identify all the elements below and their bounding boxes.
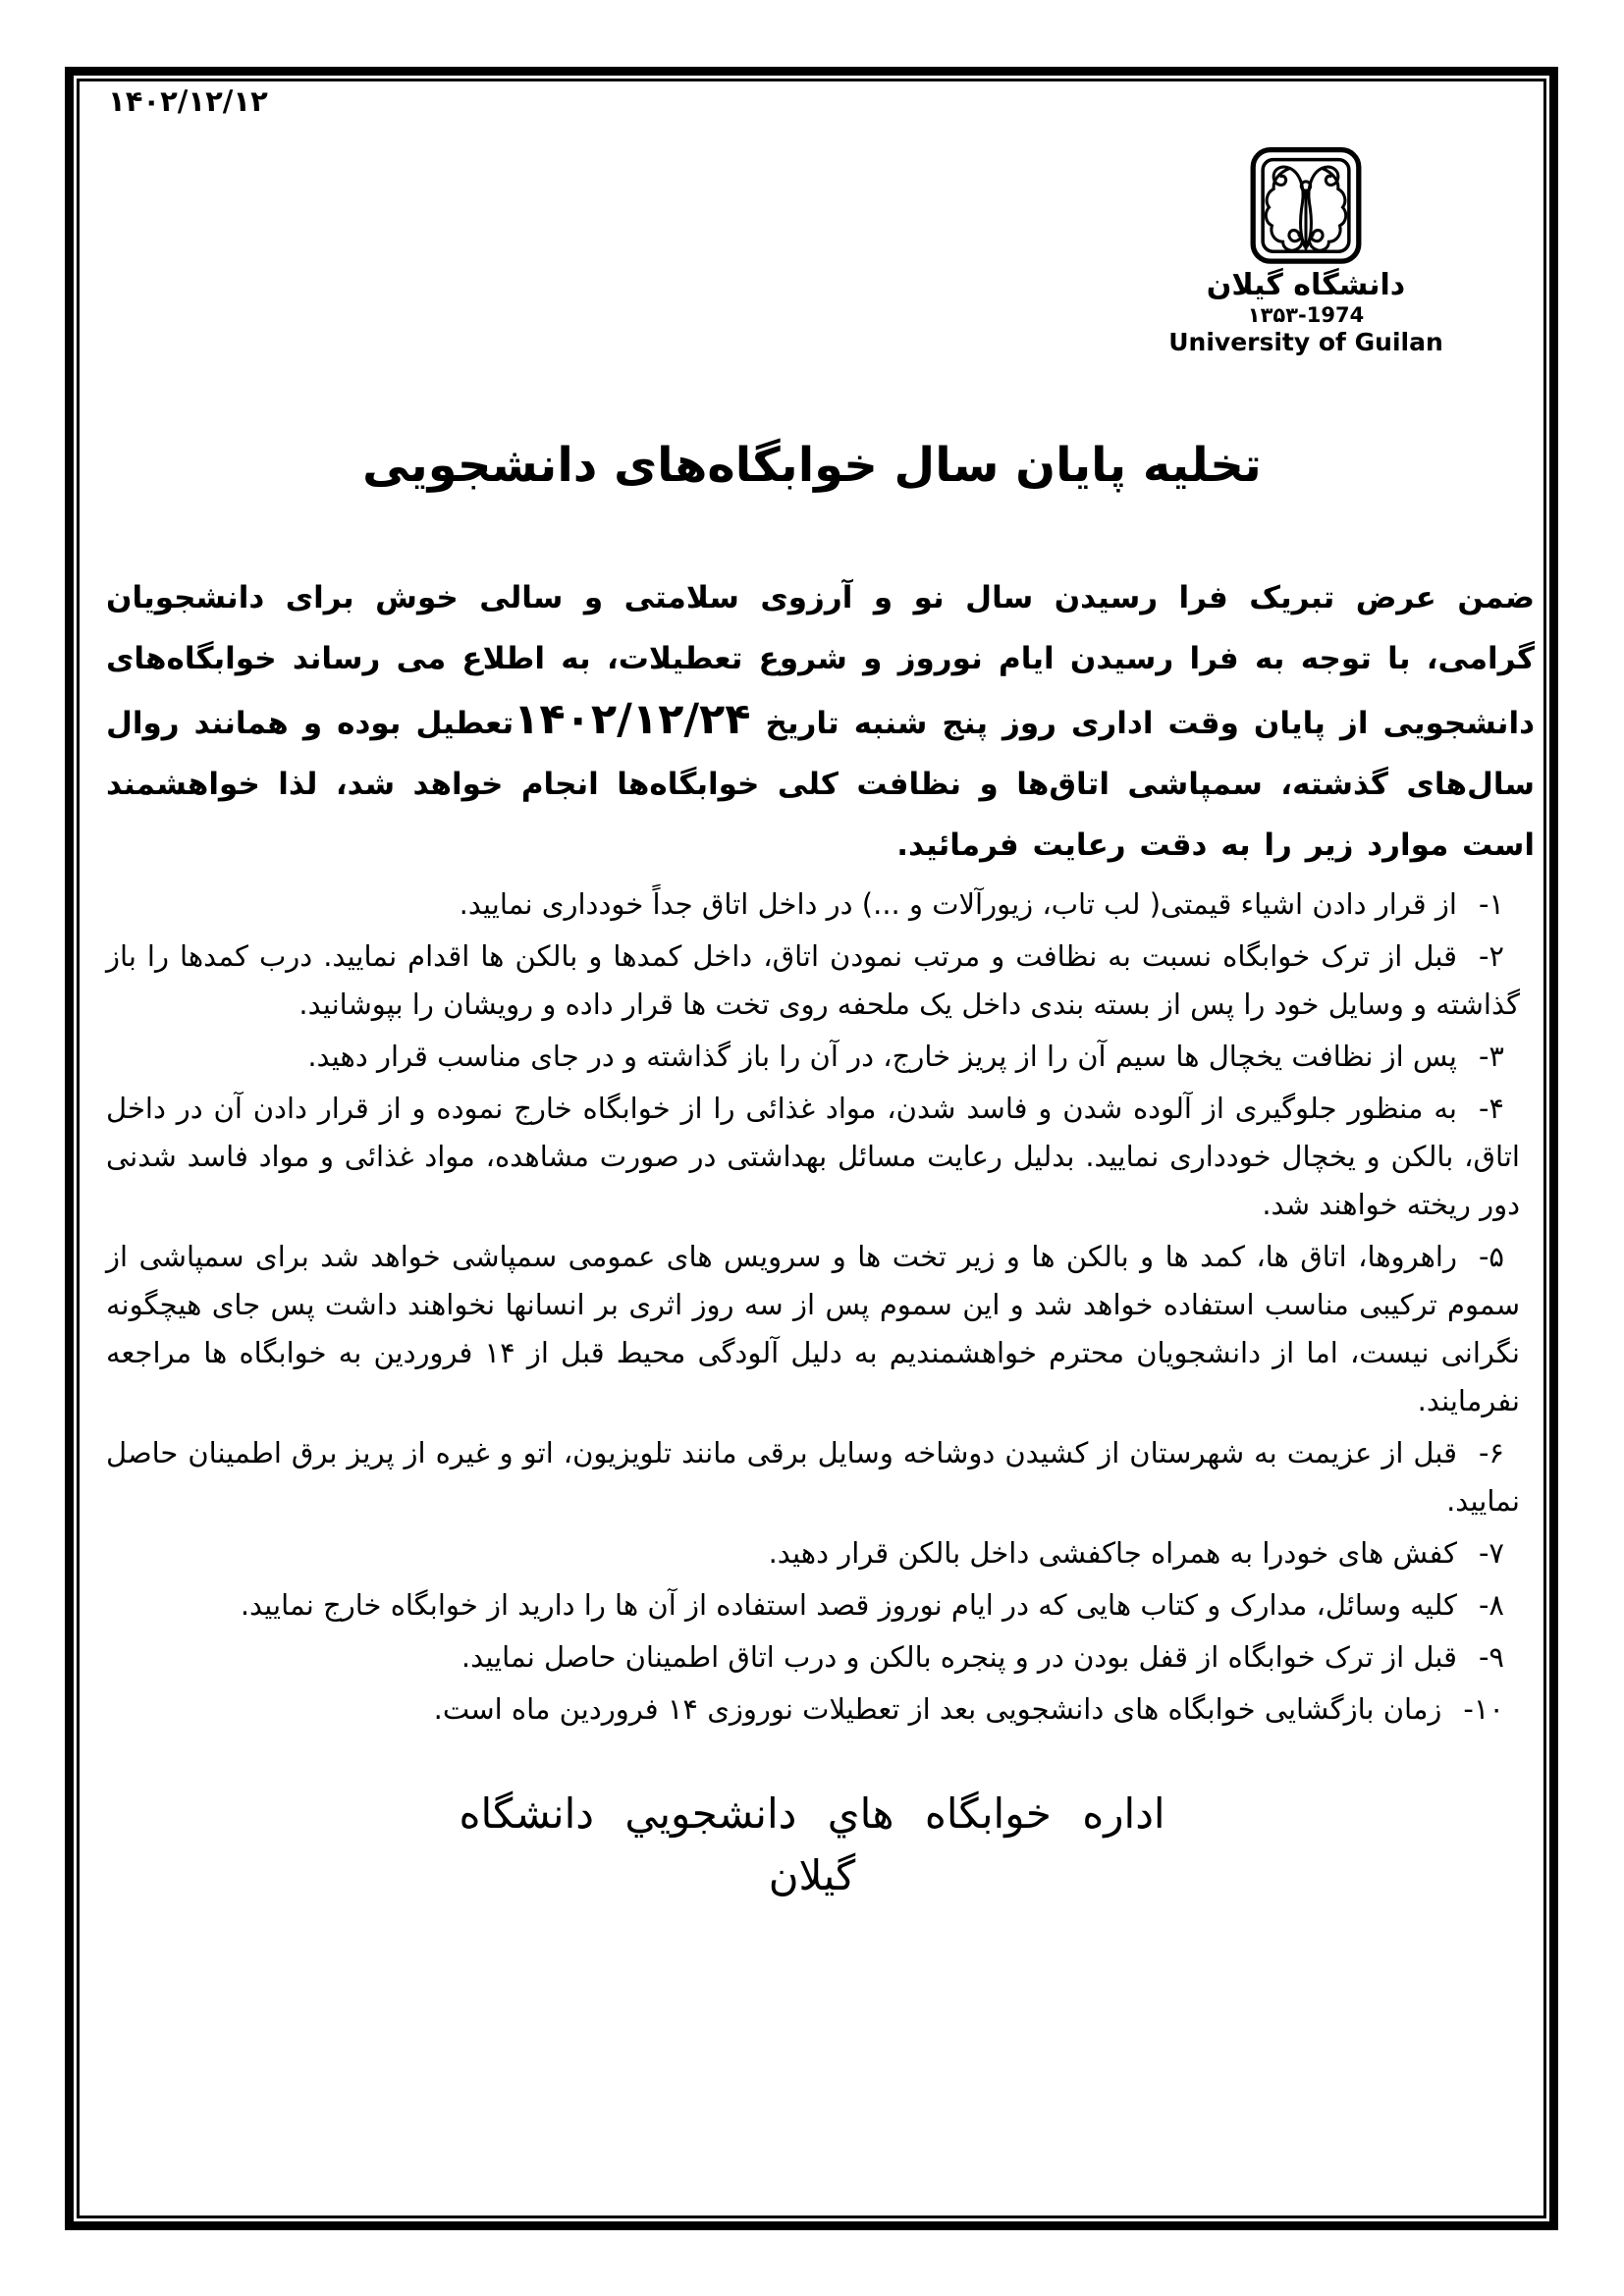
- item-text: قبل از ترک خوابگاه از قفل بودن در و پنجره بالکن و درب اتاق اطمینان حاصل نمایید.: [460, 1640, 1457, 1674]
- university-logo: [1142, 145, 1470, 357]
- item-text: قبل از ترک خوابگاه نسبت به نظافت و مرتب نمودن اتاق، داخل کمدها و بالکن ها اقدام نمایید. درب کمدها را باز گذاشته و وسایل خود را پس از بسته بندی داخل یک ملحفه روی تخت ها قرار داده و رویشان را بپوشانید.: [106, 939, 1520, 1021]
- list-item: [106, 1581, 1520, 1629]
- item-number: ۱-: [1478, 887, 1504, 921]
- item-number: ۷-: [1478, 1536, 1504, 1570]
- signature-block: [108, 1783, 1516, 1906]
- item-number: ۶-: [1478, 1436, 1504, 1469]
- signature-line1: اداره خوابگاه هاي دانشجويي دانشگاه: [459, 1789, 1165, 1838]
- item-text: به منظور جلوگیری از آلوده شدن و فاسد شدن، مواد غذائی را از خوابگاه خارج نموده و از قرار دادن آن در داخل اتاق، بالکن و یخچال خودداری نمایید. بدلیل رعایت مسائل بهداشتی در صورت مشاهده، مواد غذائی و مواد فاسد شدنی دور ریخته خواهند شد.: [106, 1092, 1520, 1221]
- item-number: ۳-: [1478, 1040, 1504, 1073]
- signature-line2: گيلان: [768, 1851, 856, 1899]
- item-text: راهروها، اتاق ها، کمد ها و بالکن ها و زیر تخت ها و سرویس های عمومی سمپاشی خواهد شد برای سمپاشی از سموم ترکیبی مناسب استفاده خواهد شد و این سموم پس از سه روز اثری بر انسانها نخواهند داشت پس جای هیچگونه نگرانی نیست، اما از دانشجویان محترم خواهشمندیم به دلیل آلودگی محیط قبل از ۱۴ فروردین به خوابگاه ها مراجعه نفرمایند.: [106, 1240, 1520, 1417]
- item-number: ۲-: [1478, 939, 1504, 973]
- item-number: ۵-: [1478, 1240, 1504, 1273]
- list-item: [106, 1033, 1520, 1081]
- intro-text-before-date: ضمن عرض تبریک فرا رسیدن سال نو و آرزوی سلامتی و سالی خوش برای دانشجویان گرامی، با توجه به فرا رسیدن ایام نوروز و شروع تعطیلات، به اطلاع می رساند خوابگاه‌های دانشجویی از پایان وقت اداری روز پنج شنبه تاریخ: [106, 580, 1535, 741]
- item-number: ۸-: [1478, 1588, 1504, 1622]
- item-text: پس از نظافت یخچال ها سیم آن را از پریز خارج، در آن را باز گذاشته و در جای مناسب قرار دهید.: [307, 1040, 1457, 1073]
- holiday-start-date: ۱۴۰۲/۱۲/۲۴: [514, 695, 751, 744]
- item-number: ۴-: [1478, 1092, 1504, 1125]
- list-item: [106, 1233, 1520, 1425]
- item-text: کفش های خودرا به همراه جاکفشی داخل بالکن قرار دهید.: [768, 1536, 1457, 1570]
- item-text: قبل از عزیمت به شهرستان از کشیدن دوشاخه وسایل برقی مانند تلویزیون، اتو و غیره از پریز برق اطمینان حاصل نمایید.: [106, 1436, 1520, 1518]
- list-item: [106, 881, 1520, 929]
- logo-years: ۱۳۵۳-1974: [1247, 303, 1365, 327]
- list-item: [106, 1085, 1520, 1229]
- item-number: ۱۰-: [1463, 1692, 1504, 1726]
- page-title: تخلیه پایان سال خوابگاه‌های دانشجویی: [362, 438, 1262, 493]
- list-item: [106, 1685, 1520, 1734]
- rules-list: [106, 881, 1520, 1737]
- item-text: کلیه وسائل، مدارک و کتاب هایی که در ایام نوروز قصد استفاده از آن ها را دارید از خوابگاه خارج نمایید.: [240, 1588, 1457, 1622]
- item-number: ۹-: [1478, 1640, 1504, 1674]
- logo-english-name: University of Guilan: [1168, 328, 1443, 356]
- item-text: زمان بازگشایی خوابگاه های دانشجویی بعد از تعطیلات نوروزی ۱۴ فروردین ماه است.: [433, 1692, 1442, 1726]
- logo-persian-name: دانشگاه گیلان: [1206, 268, 1406, 302]
- item-text: از قرار دادن اشیاء قیمتی( لب تاب، زیورآلات و ...) در داخل اتاق جداً خودداری نمایید.: [459, 887, 1457, 921]
- intro-paragraph: [106, 567, 1535, 876]
- list-item: [106, 933, 1520, 1029]
- guilan-emblem-icon: [1248, 145, 1364, 267]
- intro-text-after-date: تعطیل بوده و همانند روال سال‌های گذشته، سمپاشی اتاق‌ها و نظافت کلی خوابگاه‌ها انجام خواهد شد، لذا خواهشمند است موارد زیر را به دقت رعایت فرمائید.: [106, 706, 1535, 863]
- list-item: [106, 1633, 1520, 1682]
- list-item: [106, 1429, 1520, 1525]
- list-item: [106, 1529, 1520, 1577]
- document-date: ۱۴۰۲/۱۲/۱۲: [108, 84, 268, 118]
